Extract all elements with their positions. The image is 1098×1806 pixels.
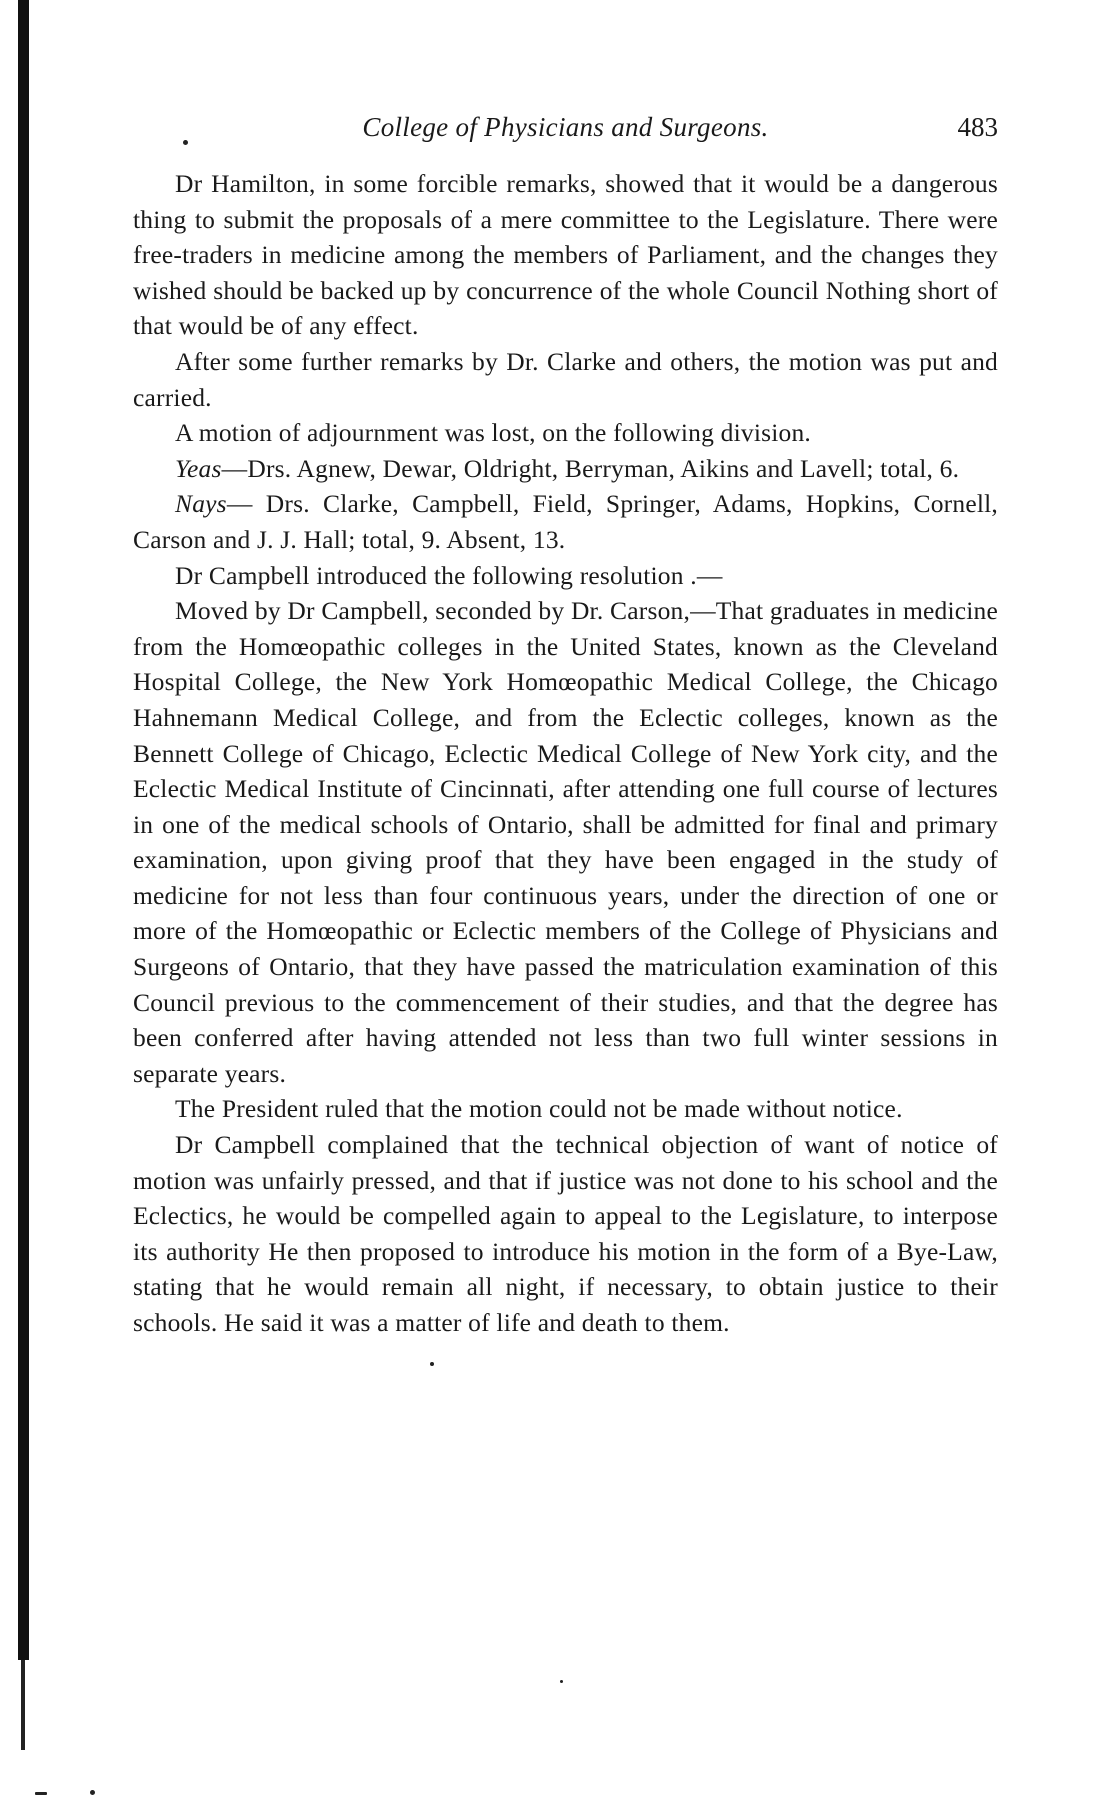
- paragraph-hamilton-remarks: Dr Hamilton, in some forcible remarks, showed that it would be a dangerous thing to submit the proposals of a mere committee to the Legislature. There were free-traders in medicine among the members of Parliament, and the changes they wished should be backed up by concurrence of the whole Council Nothing short of that would be of any effect.: [133, 169, 998, 341]
- nays-names: — Drs. Clarke, Campbell, Field, Springer, Adams, Hopkins, Cornell, Carson and J. J. Hall; total, 9. Absent, 13.: [133, 489, 998, 554]
- scan-speck: [430, 1362, 434, 1366]
- paragraph-campbell-motion: Moved by Dr Campbell, seconded by Dr. Carson,—That graduates in medicine from the Homœopathic colleges in the United States, known as the Cleveland Hospital College, the New York Homœopathic Medical College, the Chicago Hahnemann Medical College, and from the Eclectic colleges, known as the Bennett College of Chicago, Eclectic Medical College of New York city, and the Eclectic Medical Institute of Cincinnati, after attending one full course of lectures in one of the medical schools of Ontario, shall be admitted for final and primary examination, upon giving proof that they have been engaged in the study of medicine for not less than four continuous years, under the direction of one or more of the Homœopathic or Eclectic members of the College of Physicians and Surgeons of Ontario, that they have passed the matriculation examination of this Council previous to the commencement of their studies, and that the degree has been conferred after having attended not less than two full winter sessions in separate years.: [133, 596, 998, 1088]
- paragraph-president-ruling: The President ruled that the motion could not be made without notice.: [175, 1094, 903, 1124]
- paragraph-campbell-complaint: Dr Campbell complained that the technical objection of want of notice of motion was unfairly pressed, and that if justice was not done to his school and the Eclectics, he would be compelled again to appeal to the Legislature, to interpose its authority He then proposed to introduce his motion in the form of a Bye-Law, stating that he would remain all night, if necessary, to obtain justice to their schools. He said it was a matter of life and death to them.: [133, 1130, 998, 1337]
- scan-speck: [90, 1790, 95, 1795]
- scan-speck: [35, 1792, 47, 1795]
- binding-edge-tail: [21, 1660, 25, 1750]
- paragraph-yeas-vote: [133, 451, 998, 487]
- paragraph-motion-carried: After some further remarks by Dr. Clarke and others, the motion was put and carried.: [133, 346, 998, 412]
- scan-speck: [560, 1680, 563, 1683]
- paragraph-nays-vote: [133, 486, 998, 557]
- book-page: [133, 112, 998, 1341]
- page-number: 483: [957, 112, 998, 142]
- paragraph-resolution-intro: Dr Campbell introduced the following resolution .—: [175, 560, 723, 590]
- running-head: [133, 112, 998, 154]
- paragraph-adjournment-motion: A motion of adjournment was lost, on the following division.: [175, 418, 812, 448]
- running-title: College of Physicians and Surgeons.: [362, 112, 769, 142]
- body-text: [133, 166, 998, 1341]
- binding-edge: [18, 0, 29, 1660]
- yeas-names: —Drs. Agnew, Dewar, Oldright, Berryman, Aikins and Lavell; total, 6.: [221, 453, 960, 483]
- nays-label: Nays: [175, 489, 227, 519]
- yeas-label: Yeas: [175, 453, 222, 483]
